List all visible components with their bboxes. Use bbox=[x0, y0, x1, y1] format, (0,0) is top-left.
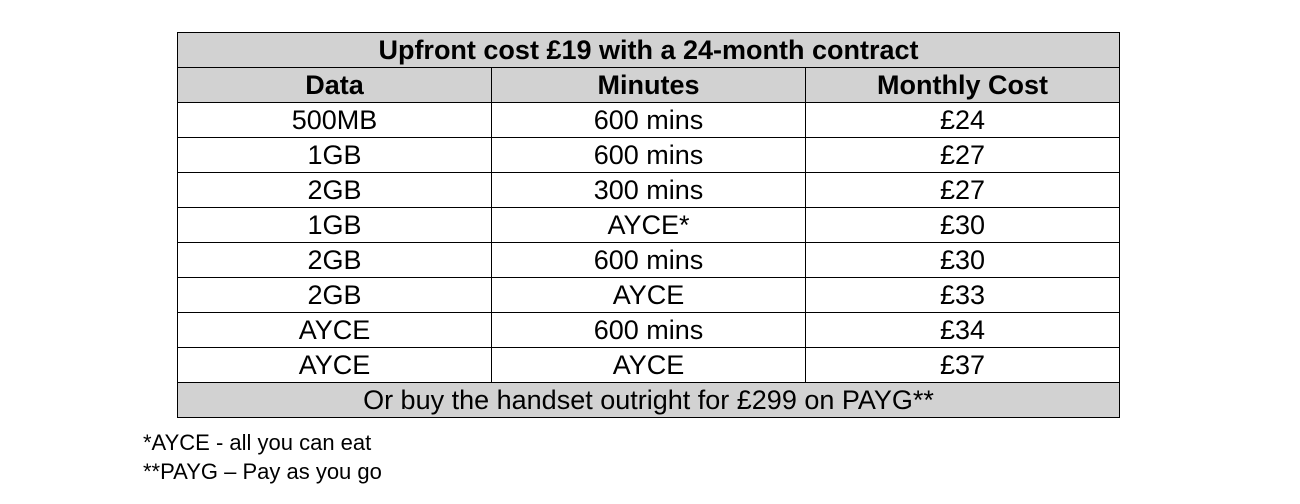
cell-data: 1GB bbox=[178, 138, 492, 173]
cell-data: 2GB bbox=[178, 243, 492, 278]
column-header-data: Data bbox=[178, 68, 492, 103]
cell-data: 500MB bbox=[178, 103, 492, 138]
cell-data: AYCE bbox=[178, 348, 492, 383]
phone-plan-table bbox=[177, 32, 1120, 418]
cell-minutes: AYCE bbox=[492, 278, 806, 313]
cell-monthly-cost: £37 bbox=[806, 348, 1120, 383]
cell-data: AYCE bbox=[178, 313, 492, 348]
cell-minutes: 600 mins bbox=[492, 243, 806, 278]
table-row bbox=[178, 103, 1120, 138]
table-title-row bbox=[178, 33, 1120, 68]
table-row bbox=[178, 243, 1120, 278]
cell-monthly-cost: £34 bbox=[806, 313, 1120, 348]
cell-minutes: 600 mins bbox=[492, 313, 806, 348]
cell-monthly-cost: £33 bbox=[806, 278, 1120, 313]
table-title: Upfront cost £19 with a 24-month contract bbox=[178, 33, 1120, 68]
cell-monthly-cost: £30 bbox=[806, 243, 1120, 278]
table-row bbox=[178, 348, 1120, 383]
column-header-monthly-cost: Monthly Cost bbox=[806, 68, 1120, 103]
cell-data: 2GB bbox=[178, 278, 492, 313]
table-row bbox=[178, 208, 1120, 243]
table-row bbox=[178, 173, 1120, 208]
cell-monthly-cost: £27 bbox=[806, 173, 1120, 208]
column-header-minutes: Minutes bbox=[492, 68, 806, 103]
table-row bbox=[178, 313, 1120, 348]
cell-minutes: AYCE* bbox=[492, 208, 806, 243]
footnote-payg: **PAYG – Pay as you go bbox=[143, 459, 382, 484]
cell-minutes: 600 mins bbox=[492, 103, 806, 138]
cell-data: 2GB bbox=[178, 173, 492, 208]
footnote-ayce: *AYCE - all you can eat bbox=[143, 430, 372, 455]
table-row bbox=[178, 138, 1120, 173]
cell-minutes: 600 mins bbox=[492, 138, 806, 173]
cell-monthly-cost: £30 bbox=[806, 208, 1120, 243]
cell-monthly-cost: £27 bbox=[806, 138, 1120, 173]
table-header-row bbox=[178, 68, 1120, 103]
table-row bbox=[178, 278, 1120, 313]
table-footer-row bbox=[178, 383, 1120, 418]
cell-minutes: AYCE bbox=[492, 348, 806, 383]
cell-data: 1GB bbox=[178, 208, 492, 243]
cell-minutes: 300 mins bbox=[492, 173, 806, 208]
cell-monthly-cost: £24 bbox=[806, 103, 1120, 138]
table-footer-note: Or buy the handset outright for £299 on PAYG** bbox=[178, 383, 1120, 418]
